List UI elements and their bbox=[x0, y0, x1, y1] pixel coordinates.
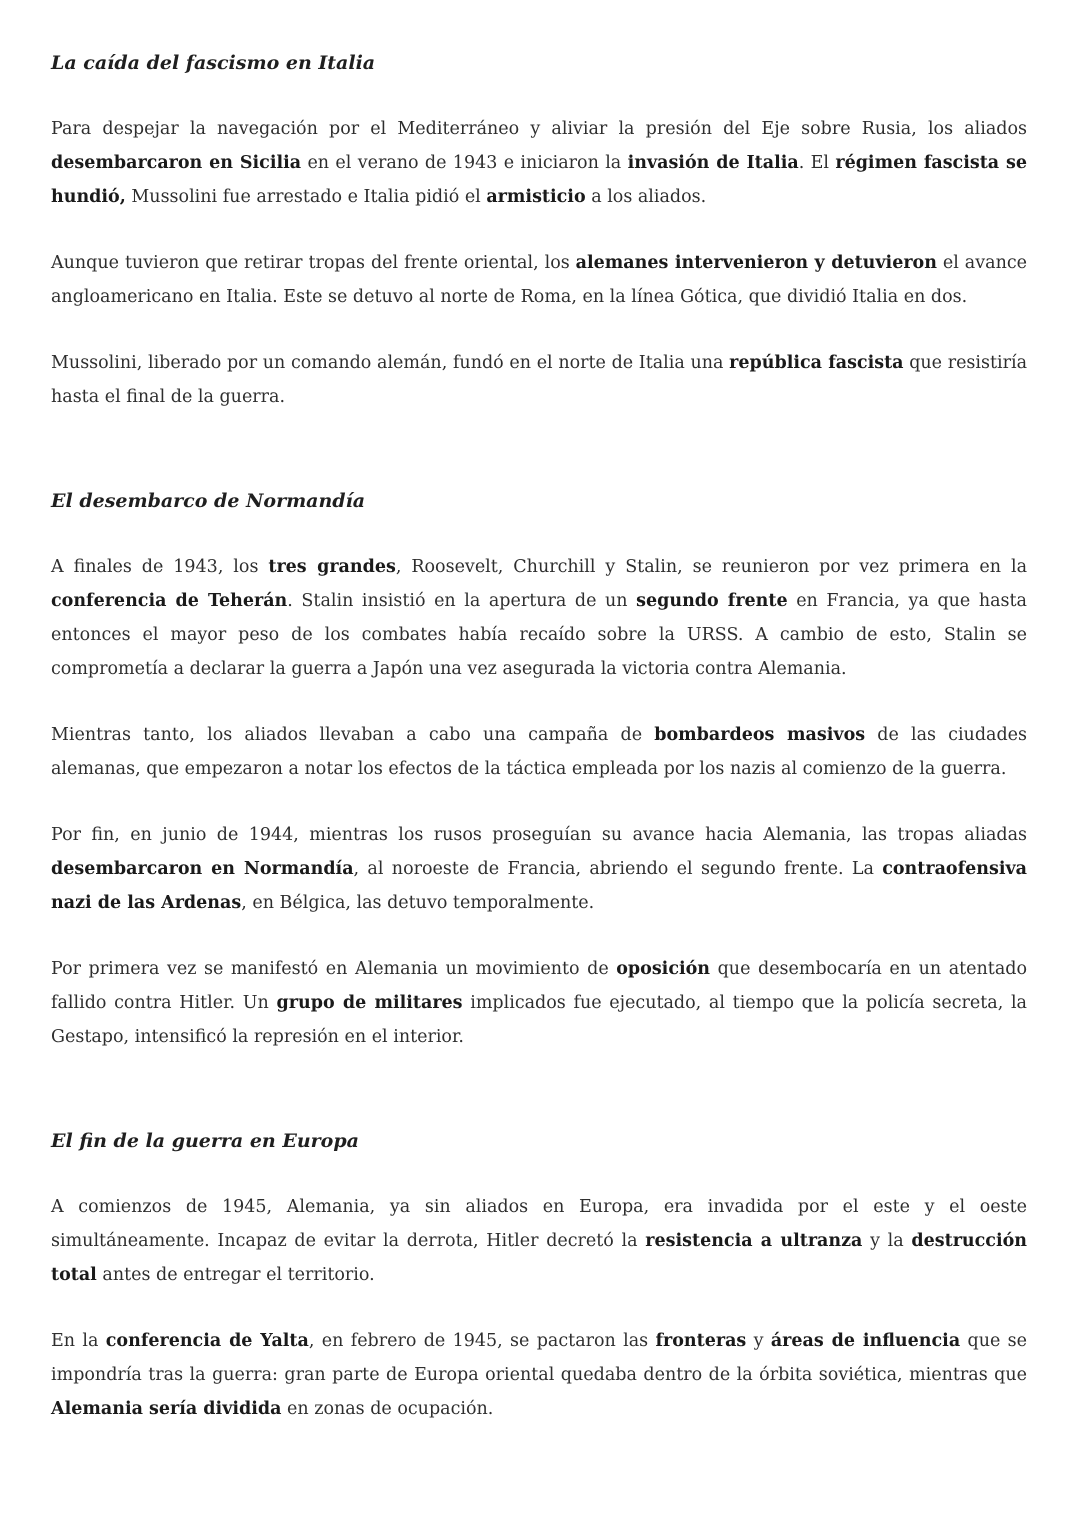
text-run: , al noroeste de Francia, abriendo el segundo frente. La bbox=[353, 859, 883, 879]
paragraph bbox=[51, 952, 1027, 1054]
paragraph bbox=[51, 112, 1027, 214]
text-run: y bbox=[746, 1331, 771, 1351]
text-run: , en Bélgica, las detuvo temporalmente. bbox=[241, 893, 595, 913]
paragraph bbox=[51, 346, 1027, 414]
bold-phrase: armisticio bbox=[486, 187, 586, 207]
paragraph bbox=[51, 1324, 1027, 1426]
bold-phrase: conferencia de Yalta bbox=[105, 1331, 309, 1351]
bold-phrase: régimen fascista se hundió, bbox=[51, 153, 1027, 207]
text-run: que se impondría tras la guerra: gran parte de Europa oriental quedaba dentro de la órbita soviética, mientras que bbox=[51, 1331, 1027, 1385]
text-run: . Stalin insistió en la apertura de un bbox=[287, 591, 637, 611]
bold-phrase: contraofensiva nazi de las Ardenas bbox=[51, 859, 1027, 913]
section-end-of-war bbox=[51, 1124, 1027, 1426]
section-heading: La caída del fascismo en Italia bbox=[51, 52, 376, 74]
bold-phrase: república fascista bbox=[729, 353, 904, 373]
paragraph bbox=[51, 550, 1027, 686]
section-heading: El desembarco de Normandía bbox=[51, 490, 366, 512]
text-run: , en febrero de 1945, se pactaron las bbox=[308, 1331, 656, 1351]
text-run: En la bbox=[51, 1331, 106, 1351]
bold-phrase: desembarcaron en Normandía bbox=[51, 859, 354, 879]
text-run: Por fin, en junio de 1944, mientras los rusos proseguían su avance hacia Alemania, las tropas aliadas bbox=[51, 825, 1027, 845]
bold-phrase: oposición bbox=[616, 959, 711, 979]
text-run: que desembocaría en un atentado fallido contra Hitler. Un bbox=[51, 959, 1028, 1013]
bold-phrase: desembarcaron en Sicilia bbox=[51, 153, 302, 173]
bold-phrase: áreas de influencia bbox=[770, 1331, 961, 1351]
bold-phrase: grupo de militares bbox=[276, 993, 463, 1013]
text-run: implicados fue ejecutado, al tiempo que la policía secreta, la Gestapo, intensificó la represión en el interior. bbox=[51, 993, 1027, 1047]
bold-phrase: alemanes intervenieron y detuvieron bbox=[575, 253, 937, 273]
bold-phrase: destrucción total bbox=[51, 1231, 1027, 1285]
text-run: que resistiría hasta el final de la guerra. bbox=[51, 353, 1028, 407]
bold-phrase: conferencia de Teherán bbox=[51, 591, 288, 611]
text-run: antes de entregar el territorio. bbox=[96, 1265, 375, 1285]
paragraph bbox=[51, 246, 1027, 314]
paragraph bbox=[51, 718, 1027, 786]
text-run: en zonas de ocupación. bbox=[281, 1399, 494, 1419]
text-run: Aunque tuvieron que retirar tropas del frente oriental, los bbox=[51, 253, 576, 273]
text-run: Por primera vez se manifestó en Alemania un movimiento de bbox=[51, 959, 617, 979]
text-run: en Francia, ya que hasta entonces el mayor peso de los combates había recaído sobre la URSS. A cambio de esto, Stalin se comprometía a declarar la guerra a Japón una vez asegurada la victoria contra Alemania. bbox=[51, 591, 1027, 679]
section-divider-space bbox=[51, 1086, 1027, 1124]
text-run: de las ciudades alemanas, que empezaron a notar los efectos de la táctica empleada por los nazis al comienzo de la guerra. bbox=[51, 725, 1027, 779]
text-run: el avance angloamericano en Italia. Este se detuvo al norte de Roma, en la línea Gótica, que dividió Italia en dos. bbox=[51, 253, 1027, 307]
text-run: Mussolini, liberado por un comando alemán, fundó en el norte de Italia una bbox=[51, 353, 730, 373]
text-run: A comienzos de 1945, Alemania, ya sin aliados en Europa, era invadida por el este y el oeste simultáneamente. Incapaz de evitar la derrota, Hitler decretó la bbox=[51, 1197, 1027, 1251]
text-run: . El bbox=[798, 153, 836, 173]
text-run: A finales de 1943, los bbox=[51, 557, 269, 577]
bold-phrase: resistencia a ultranza bbox=[645, 1231, 863, 1251]
text-run: , Roosevelt, Churchill y Stalin, se reunieron por vez primera en la bbox=[395, 557, 1028, 577]
text-run: a los aliados. bbox=[585, 187, 707, 207]
text-run: en el verano de 1943 e iniciaron la bbox=[301, 153, 628, 173]
bold-phrase: bombardeos masivos bbox=[654, 725, 866, 745]
text-run: y la bbox=[862, 1231, 912, 1251]
text-run: Para despejar la navegación por el Mediterráneo y aliviar la presión del Eje sobre Rusia, los aliados bbox=[51, 119, 1027, 139]
bold-phrase: segundo frente bbox=[636, 591, 788, 611]
paragraph bbox=[51, 1190, 1027, 1292]
section-normandy bbox=[51, 484, 1027, 1054]
section-divider-space bbox=[51, 446, 1027, 484]
bold-phrase: Alemania sería dividida bbox=[51, 1399, 282, 1419]
section-heading: El fin de la guerra en Europa bbox=[51, 1130, 359, 1152]
paragraph bbox=[51, 818, 1027, 920]
bold-phrase: fronteras bbox=[655, 1331, 747, 1351]
bold-phrase: invasión de Italia bbox=[627, 153, 799, 173]
section-fascism-italy bbox=[51, 46, 1027, 414]
text-run: Mussolini fue arrestado e Italia pidió el bbox=[125, 187, 487, 207]
bold-phrase: tres grandes bbox=[268, 557, 396, 577]
text-run: Mientras tanto, los aliados llevaban a cabo una campaña de bbox=[51, 725, 655, 745]
